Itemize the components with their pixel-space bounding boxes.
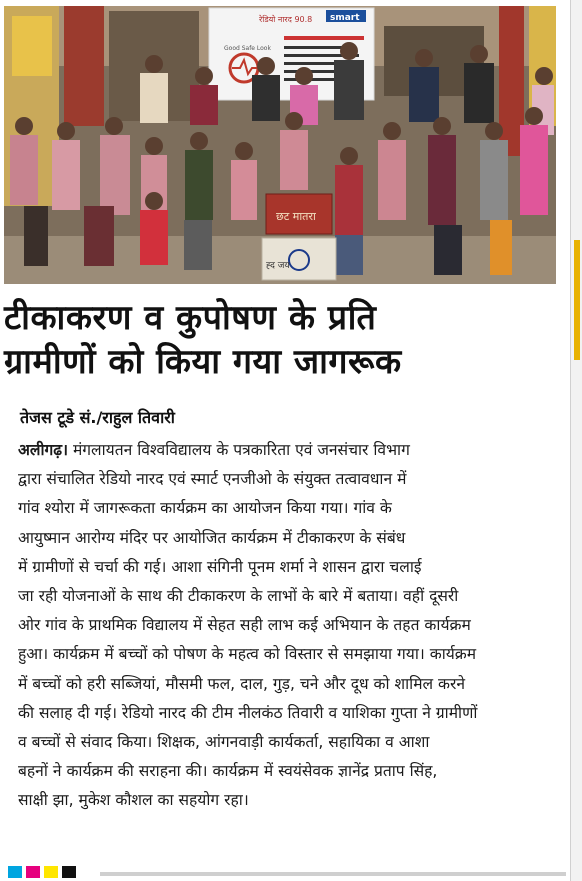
banner-line1: रेडियो नारद 90.8 — [259, 15, 313, 24]
body-line — [18, 436, 558, 465]
body-line: साक्षी झा, मुकेश कौशल का सहयोग रहा। — [18, 791, 249, 810]
body-line: में ग्रामीणों से चर्चा की गई। आशा संगिनी पूनम शर्मा ने शासन द्वारा चलाई — [18, 557, 422, 576]
body-line: में बच्चों को हरी सब्जियां, मौसमी फल, दाल, गुड़, चने और दूध को शामिल करने — [18, 674, 466, 693]
body-line: हुआ। कार्यक्रम में बच्चों को पोषण के महत्व को विस्तार से समझाया गया। कार्यक्रम — [18, 645, 477, 664]
body-line: व बच्चों से संवाद किया। शिक्षक, आंगनवाड़ी कार्यकर्ता, सहायिका व आशा — [18, 733, 430, 752]
bottom-rule — [100, 872, 566, 876]
banner-tagline: Good Safe Look — [224, 45, 271, 52]
body-line: ओर गांव के प्राथमिक विद्यालय में सेहत सही लाभ कई अभियान के तहत कार्यक्रम — [18, 616, 471, 635]
headline — [4, 296, 564, 384]
body-line: द्वारा संचालित रेडियो नारद एवं स्मार्ट एनजीओ के संयुक्त तत्वावधान में — [18, 470, 407, 489]
group-photo-illustration — [4, 6, 556, 284]
dateline: अलीगढ़। — [18, 441, 68, 459]
drum-text-top: छट मातरा — [276, 210, 316, 223]
registration-mark-black — [62, 866, 76, 878]
headline-line-2: ग्रामीणों को किया गया जागरूक — [4, 342, 402, 382]
news-photo — [4, 6, 556, 284]
body-line: बहनों ने कार्यक्रम की सराहना की। कार्यक्रम में स्वयंसेवक ज्ञानेंद्र प्रताप सिंह, — [18, 762, 438, 781]
registration-mark-yellow — [44, 866, 58, 878]
body-line: गांव श्योरा में जागरूकता कार्यक्रम का आयोजन किया गया। गांव के — [18, 499, 392, 518]
registration-mark-magenta — [26, 866, 40, 878]
registration-mark-cyan — [8, 866, 22, 878]
body-line-text: मंगलायतन विश्वविद्यालय के पत्रकारिता एवं जनसंचार विभाग — [68, 441, 410, 459]
article-body — [18, 436, 558, 816]
banner-brand: smart — [330, 13, 360, 23]
body-line: की सलाह दी गई। रेडियो नारद की टीम नीलकंठ तिवारी व याशिका गुप्ता ने ग्रामीणों — [18, 703, 478, 722]
body-line: जा रही योजनाओं के साथ की टीकाकरण के लाभों के बारे में बताया। वहीं दूसरी — [18, 587, 459, 606]
body-line: आयुष्मान आरोग्य मंदिर पर आयोजित कार्यक्रम में टीकाकरण के संबंध — [18, 528, 406, 547]
headline-line-1: टीकाकरण व कुपोषण के प्रति — [4, 298, 377, 338]
drum-text-bottom: ह्द जय — [266, 261, 290, 271]
adjacent-page-edge — [570, 0, 582, 881]
adjacent-page-marker — [574, 240, 580, 360]
byline: तेजस टूडे सं./राहुल तिवारी — [20, 408, 175, 427]
